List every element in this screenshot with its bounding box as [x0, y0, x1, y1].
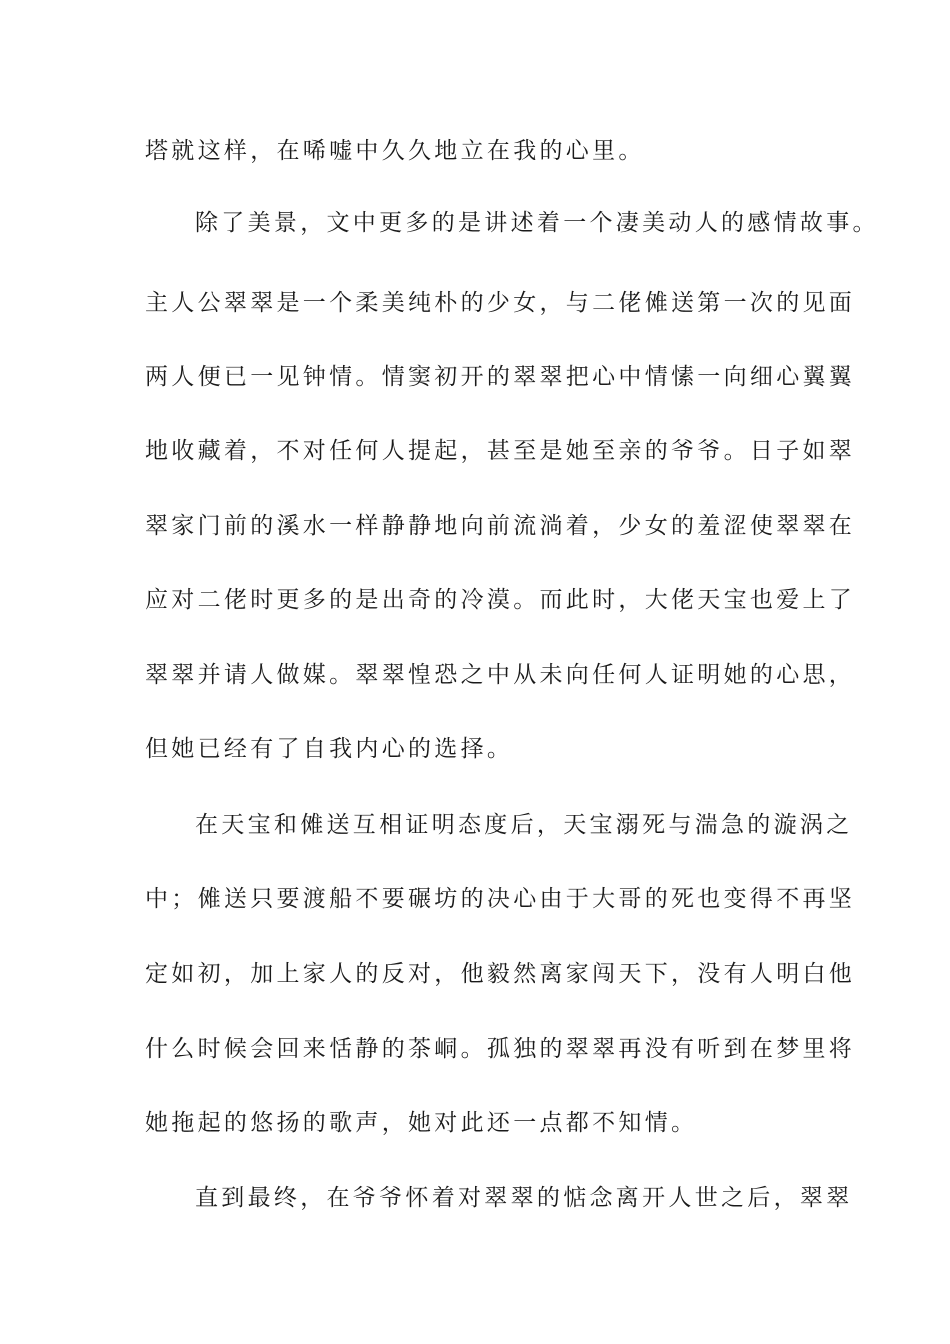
- text-line: 但她已经有了自我内心的选择。: [145, 736, 514, 762]
- text-line: 中；傩送只要渡船不要碾坊的决心由于大哥的死也变得不再坚: [145, 886, 856, 912]
- paragraph-start-line: 在天宝和傩送互相证明态度后，天宝溺死与湍急的漩涡之: [195, 812, 853, 838]
- text-line: 什么时候会回来恬静的茶峒。孤独的翠翠再没有听到在梦里将: [145, 1036, 856, 1062]
- text-line: 应对二佬时更多的是出奇的冷漠。而此时，大佬天宝也爱上了: [145, 587, 856, 613]
- text-line: 她拖起的悠扬的歌声，她对此还一点都不知情。: [145, 1110, 698, 1136]
- text-line: 翠家门前的溪水一样静静地向前流淌着，少女的羞涩使翠翠在: [145, 513, 856, 539]
- text-line: 翠翠并请人做媒。翠翠惶恐之中从未向任何人证明她的心思，: [145, 662, 856, 688]
- text-line: 主人公翠翠是一个柔美纯朴的少女，与二佬傩送第一次的见面: [145, 290, 856, 316]
- paragraph-start-line: 除了美景，文中更多的是讲述着一个凄美动人的感情故事。: [195, 210, 879, 236]
- text-line: 地收藏着，不对任何人提起，甚至是她至亲的爷爷。日子如翠: [145, 438, 856, 464]
- text-line: 定如初，加上家人的反对，他毅然离家闯天下，没有人明白他: [145, 961, 856, 987]
- paragraph-start-line: 直到最终，在爷爷怀着对翠翠的惦念离开人世之后，翠翠: [195, 1185, 853, 1211]
- text-line: 塔就这样，在唏嘘中久久地立在我的心里。: [145, 138, 645, 164]
- text-line: 两人便已一见钟情。情窦初开的翠翠把心中情愫一向细心翼翼: [145, 364, 856, 390]
